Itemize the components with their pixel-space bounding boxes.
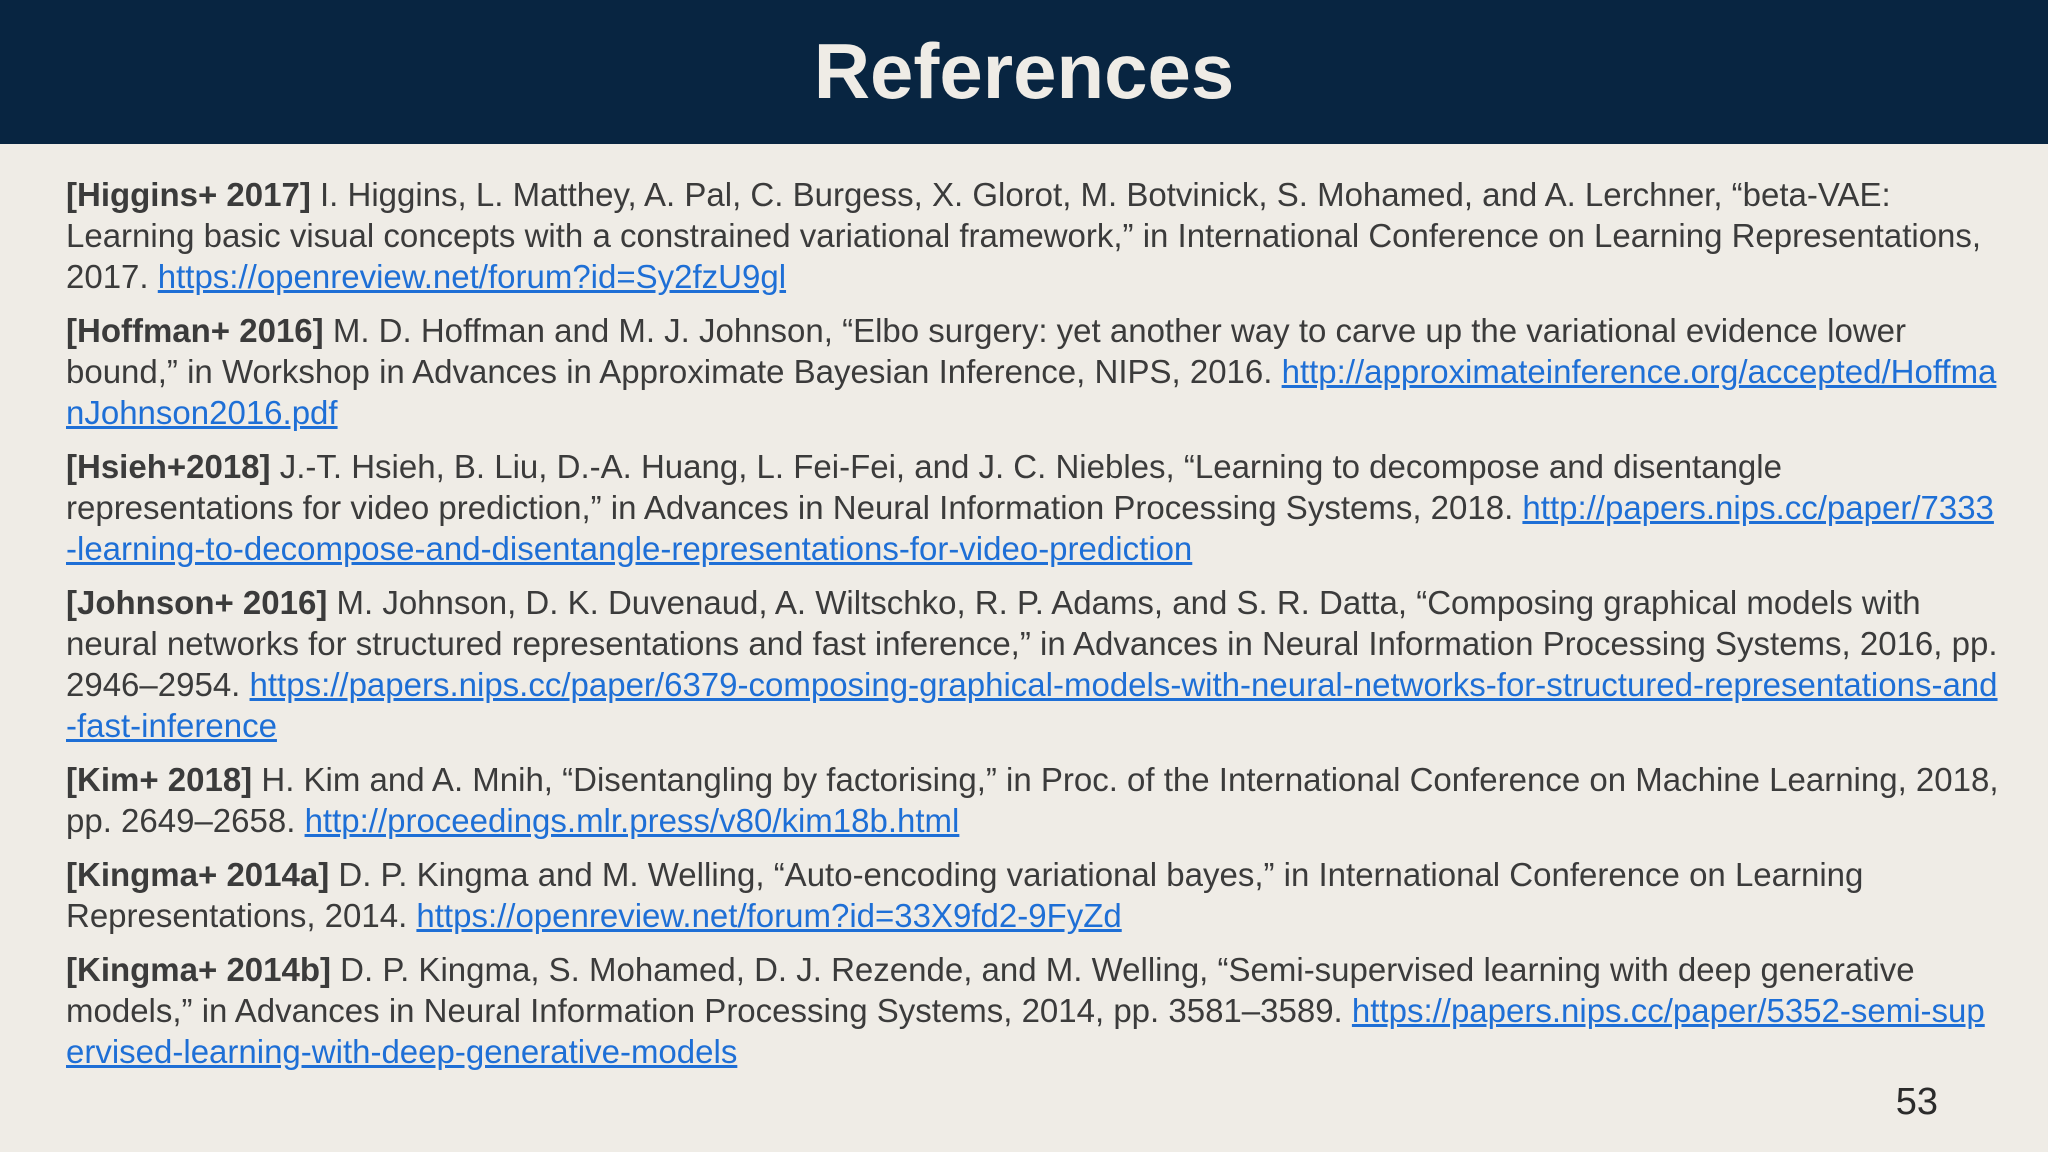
reference-key: [Johnson+ 2016] <box>66 584 328 621</box>
reference-item <box>66 759 2002 841</box>
reference-link[interactable]: https://papers.nips.cc/paper/5352-semi-supervised-learning-with-deep-generative-models <box>66 992 1985 1070</box>
reference-key: [Kingma+ 2014b] <box>66 951 331 988</box>
reference-item <box>66 582 2002 746</box>
reference-link[interactable]: https://papers.nips.cc/paper/6379-composing-graphical-models-with-neural-networks-for-structured-representations-and-fast-inference <box>66 666 1998 744</box>
reference-item <box>66 310 2002 433</box>
reference-item <box>66 174 2002 297</box>
reference-text: D. P. Kingma, S. Mohamed, D. J. Rezende, and M. Welling, “Semi-supervised learning with deep generative models,” in Advances in Neural Information Processing Systems, 2014, pp. 3581–3589. <box>66 951 1915 1029</box>
reference-key: [Hsieh+2018] <box>66 448 271 485</box>
reference-text: M. D. Hoffman and M. J. Johnson, “Elbo surgery: yet another way to carve up the variational evidence lower bound,” in Workshop in Advances in Approximate Bayesian Inference, NIPS, 2016. <box>66 312 1906 390</box>
reference-link[interactable]: https://openreview.net/forum?id=33X9fd2-9FyZd <box>416 897 1122 934</box>
page-title: References <box>813 27 1235 115</box>
reference-item <box>66 446 2002 569</box>
reference-text: J.-T. Hsieh, B. Liu, D.-A. Huang, L. Fei-Fei, and J. C. Niebles, “Learning to decompose and disentangle representations for video prediction,” in Advances in Neural Information Processing Systems, 2018. <box>66 448 1782 526</box>
reference-key: [Kim+ 2018] <box>66 761 253 798</box>
page-number: 53 <box>1895 1081 1938 1123</box>
reference-link[interactable]: http://approximateinference.org/accepted/HoffmanJohnson2016.pdf <box>66 353 1997 431</box>
reference-key: [Kingma+ 2014a] <box>66 856 330 893</box>
reference-text: I. Higgins, L. Matthey, A. Pal, C. Burgess, X. Glorot, M. Botvinick, S. Mohamed, and A. Lerchner, “beta-VAE: Learning basic visual concepts with a constrained variational framework,” in International Conference on Learning Representations, 2017. <box>66 176 1982 295</box>
reference-link[interactable]: http://proceedings.mlr.press/v80/kim18b.html <box>304 802 960 839</box>
reference-item <box>66 854 2002 936</box>
reference-text: M. Johnson, D. K. Duvenaud, A. Wiltschko, R. P. Adams, and S. R. Datta, “Composing graphical models with neural networks for structured representations and fast inference,” in Advances in Neural Information Processing Systems, 2016, pp. 2946–2954. <box>66 584 1998 703</box>
reference-link[interactable]: https://openreview.net/forum?id=Sy2fzU9gl <box>157 258 787 295</box>
reference-item <box>66 949 2002 1072</box>
reference-text: H. Kim and A. Mnih, “Disentangling by factorising,” in Proc. of the International Conference on Machine Learning, 2018, pp. 2649–2658. <box>66 761 1999 839</box>
reference-link[interactable]: http://papers.nips.cc/paper/7333-learning-to-decompose-and-disentangle-representations-for-video-prediction <box>66 489 1994 567</box>
title-bar <box>0 0 2048 144</box>
reference-text: D. P. Kingma and M. Welling, “Auto-encoding variational bayes,” in International Conference on Learning Representations, 2014. <box>66 856 1864 934</box>
reference-list <box>66 174 2002 1085</box>
reference-key: [Higgins+ 2017] <box>66 176 311 213</box>
reference-key: [Hoffman+ 2016] <box>66 312 324 349</box>
